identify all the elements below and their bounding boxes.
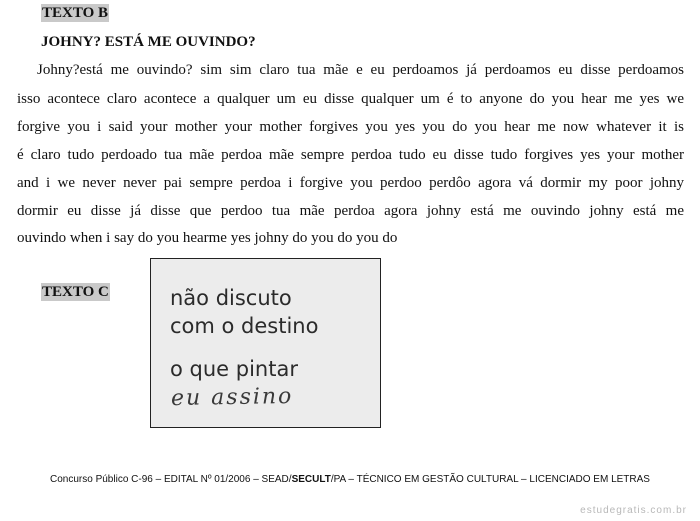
poem-line: não discuto	[170, 286, 292, 310]
footer-bold: SECULT	[291, 474, 331, 485]
paragraph-line: isso acontece claro acontece a qualquer um eu disse qualquer um é to anyone do you hear me yes we	[17, 91, 684, 107]
watermark: estudegratis.com.br	[580, 505, 687, 516]
paragraph-line: dormir eu disse já disse que perdoo tua mãe perdoa agora johny está me ouvindo johny está me	[17, 203, 684, 219]
poem-image	[150, 258, 381, 428]
paragraph-line: Johny?está me ouvindo? sim sim claro tua mãe e eu perdoamos já perdoamos eu disse perdoamos	[37, 62, 684, 78]
paragraph-line: ouvindo when i say do you hearme yes johny do you do you do	[17, 230, 398, 246]
footer-text	[0, 474, 700, 486]
poem-line: com o destino	[170, 314, 319, 338]
texto-b-title: JOHNY? ESTÁ ME OUVINDO?	[41, 34, 256, 50]
texto-c-label: TEXTO C	[42, 284, 109, 300]
paragraph-line: forgive you i said your mother your mother forgives you yes you do you hear me now whatever it is	[17, 119, 684, 135]
footer-part: Concurso Público C-96 – EDITAL Nº 01/2006 – SEAD/	[50, 474, 292, 485]
paragraph-line: and i we never never pai sempre perdoa i forgive you perdoo perdôo agora vá dormir my poor johny	[17, 175, 684, 191]
handwritten-line: eu assino	[170, 383, 294, 412]
paragraph-line: é claro tudo perdoado tua mãe perdoa mãe sempre perdoa tudo eu disse tudo forgives yes your mother	[17, 147, 684, 163]
poem-line: o que pintar	[170, 357, 298, 381]
texto-b-label: TEXTO B	[42, 5, 108, 21]
footer-part: /PA – TÉCNICO EM GESTÃO CULTURAL – LICENCIADO EM LETRAS	[330, 474, 650, 485]
